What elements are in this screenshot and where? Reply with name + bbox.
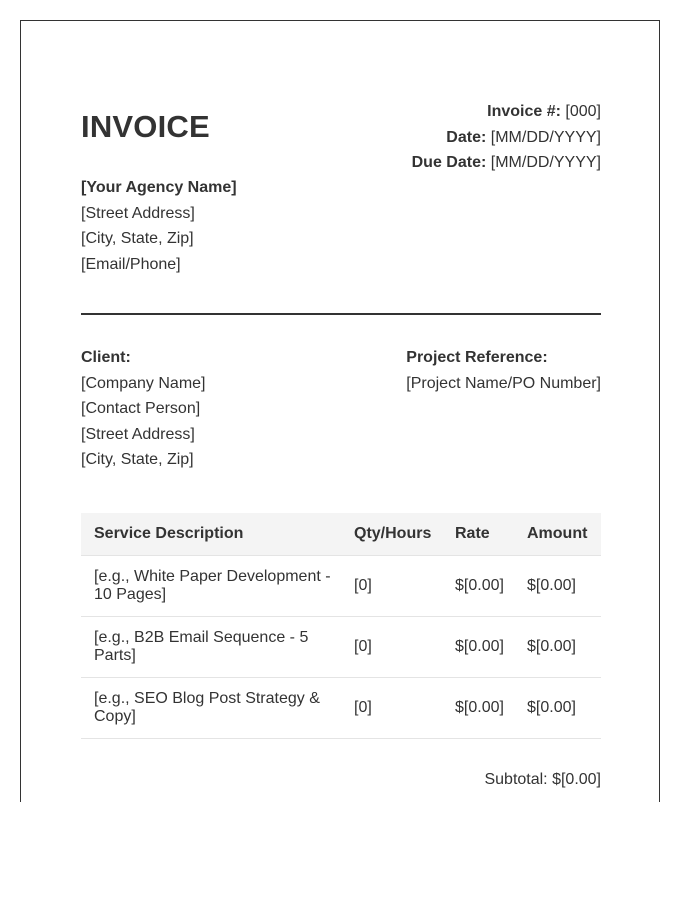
header-rate: Rate [442,513,514,556]
header-service-description: Service Description [81,513,341,556]
client-company: [Company Name] [81,374,206,392]
row-qty: [0] [341,678,442,739]
row-qty: [0] [341,556,442,617]
row-description: [e.g., B2B Email Sequence - 5 Parts] [81,617,341,678]
agency-street: [Street Address] [81,204,195,222]
project-value: [Project Name/PO Number] [406,374,601,392]
invoice-title: INVOICE [81,109,210,144]
table-row [81,556,601,617]
due-date-label: Due Date: [411,154,487,171]
invoice-meta [412,99,601,176]
due-date-value: [MM/DD/YYYY] [490,154,601,171]
line-items-table [81,513,601,739]
row-amount: $[0.00] [514,678,601,739]
invoice-number-value: [000] [565,103,601,120]
client-city: [City, State, Zip] [81,451,194,468]
table-header-row [81,513,601,556]
client-contact-person: [Contact Person] [81,400,201,417]
row-description: [e.g., SEO Blog Post Strategy & Copy] [81,678,341,739]
project-block [406,345,601,396]
invoice-number-line [412,99,601,125]
invoice-date-line [412,125,601,151]
subtotal: Subtotal: $[0.00] [484,771,601,788]
client-block [81,345,206,473]
agency-name: [Your Agency Name] [81,179,237,196]
row-amount: $[0.00] [514,617,601,678]
invoice-date-value: [MM/DD/YYYY] [490,128,601,146]
row-rate: $[0.00] [442,678,514,739]
table-row [81,617,601,678]
row-rate: $[0.00] [442,617,514,678]
table-row [81,678,601,739]
client-label: Client: [81,349,131,366]
invoice-date-label: Date: [446,128,487,146]
row-qty: [0] [341,617,442,678]
invoice-number-label: Invoice #: [487,103,561,120]
row-rate: $[0.00] [442,556,514,617]
header-qty-hours: Qty/Hours [341,513,442,556]
agency-block [81,175,237,277]
agency-city: [City, State, Zip] [81,230,194,247]
header-amount: Amount [514,513,601,556]
row-amount: $[0.00] [514,556,601,617]
row-description: [e.g., White Paper Development - 10 Pages] [81,556,341,617]
invoice-document [20,20,660,802]
header-divider [81,313,601,315]
client-street: [Street Address] [81,425,195,443]
agency-contact: [Email/Phone] [81,255,181,273]
project-label: Project Reference: [406,349,548,366]
due-date-line [412,150,601,176]
